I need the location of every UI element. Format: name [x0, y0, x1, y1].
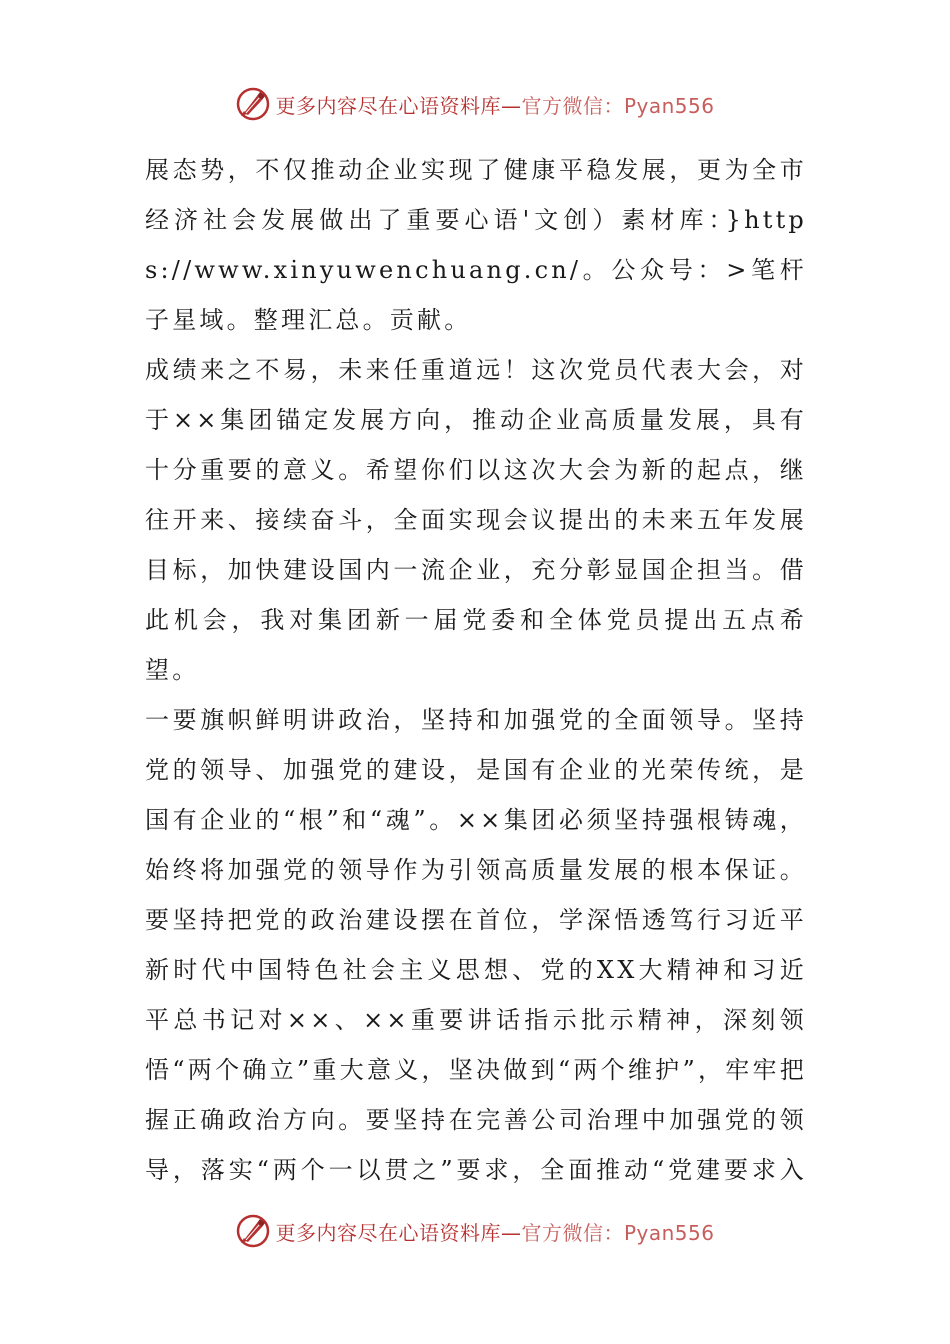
paragraph: 展态势，不仅推动企业实现了健康平稳发展，更为全市经济社会发展做出了重要心语'文创）素材库：}https://www.xinyuwenchuang.cn/。公众号：>笔杆子星域。整理汇总。贡献。 [145, 156, 807, 334]
header-banner-wechat: 官方微信：Pyan556 [521, 93, 715, 118]
document-body [145, 145, 807, 1185]
header-banner-text [275, 90, 714, 119]
footer-banner-dash: — [500, 1220, 522, 1245]
pen-nib-logo-icon [235, 86, 271, 122]
header-banner [0, 84, 950, 124]
footer-banner [0, 1211, 950, 1251]
footer-banner-wechat: 官方微信：Pyan556 [521, 1220, 715, 1245]
header-banner-main: 更多内容尽在心语资料库 [275, 93, 501, 118]
pen-nib-logo-icon [235, 1213, 271, 1249]
paragraph: 成绩来之不易，未来任重道远！这次党员代表大会，对于××集团锚定发展方向，推动企业高质量发展，具有十分重要的意义。希望你们以这次大会为新的起点，继往开来、接续奋斗，全面实现会议提出的未来五年发展目标，加快建设国内一流企业，充分彰显国企担当。借此机会，我对集团新一届党委和全体党员提出五点希望。 [145, 356, 807, 684]
footer-banner-main: 更多内容尽在心语资料库 [275, 1220, 501, 1245]
paragraph: 一要旗帜鲜明讲政治，坚持和加强党的全面领导。坚持党的领导、加强党的建设，是国有企业的光荣传统，是国有企业的“根”和“魂”。××集团必须坚持强根铸魂，始终将加强党的领导作为引领高质量发展的根本保证。要坚持把党的政治建设摆在首位，学深悟透笃行习近平新时代中国特色社会主义思想、党的XX大精神和习近平总书记对××、××重要讲话指示批示精神，深刻领悟“两个确立”重大意义，坚决做到“两个维护”，牢牢把握正确政治方向。要坚持在完善公司治理中加强党的领导，落实“两个一以贯之”要求，全面推动“党建要求入 [145, 706, 807, 1184]
header-banner-dash: — [500, 93, 522, 118]
footer-banner-text [275, 1217, 714, 1246]
